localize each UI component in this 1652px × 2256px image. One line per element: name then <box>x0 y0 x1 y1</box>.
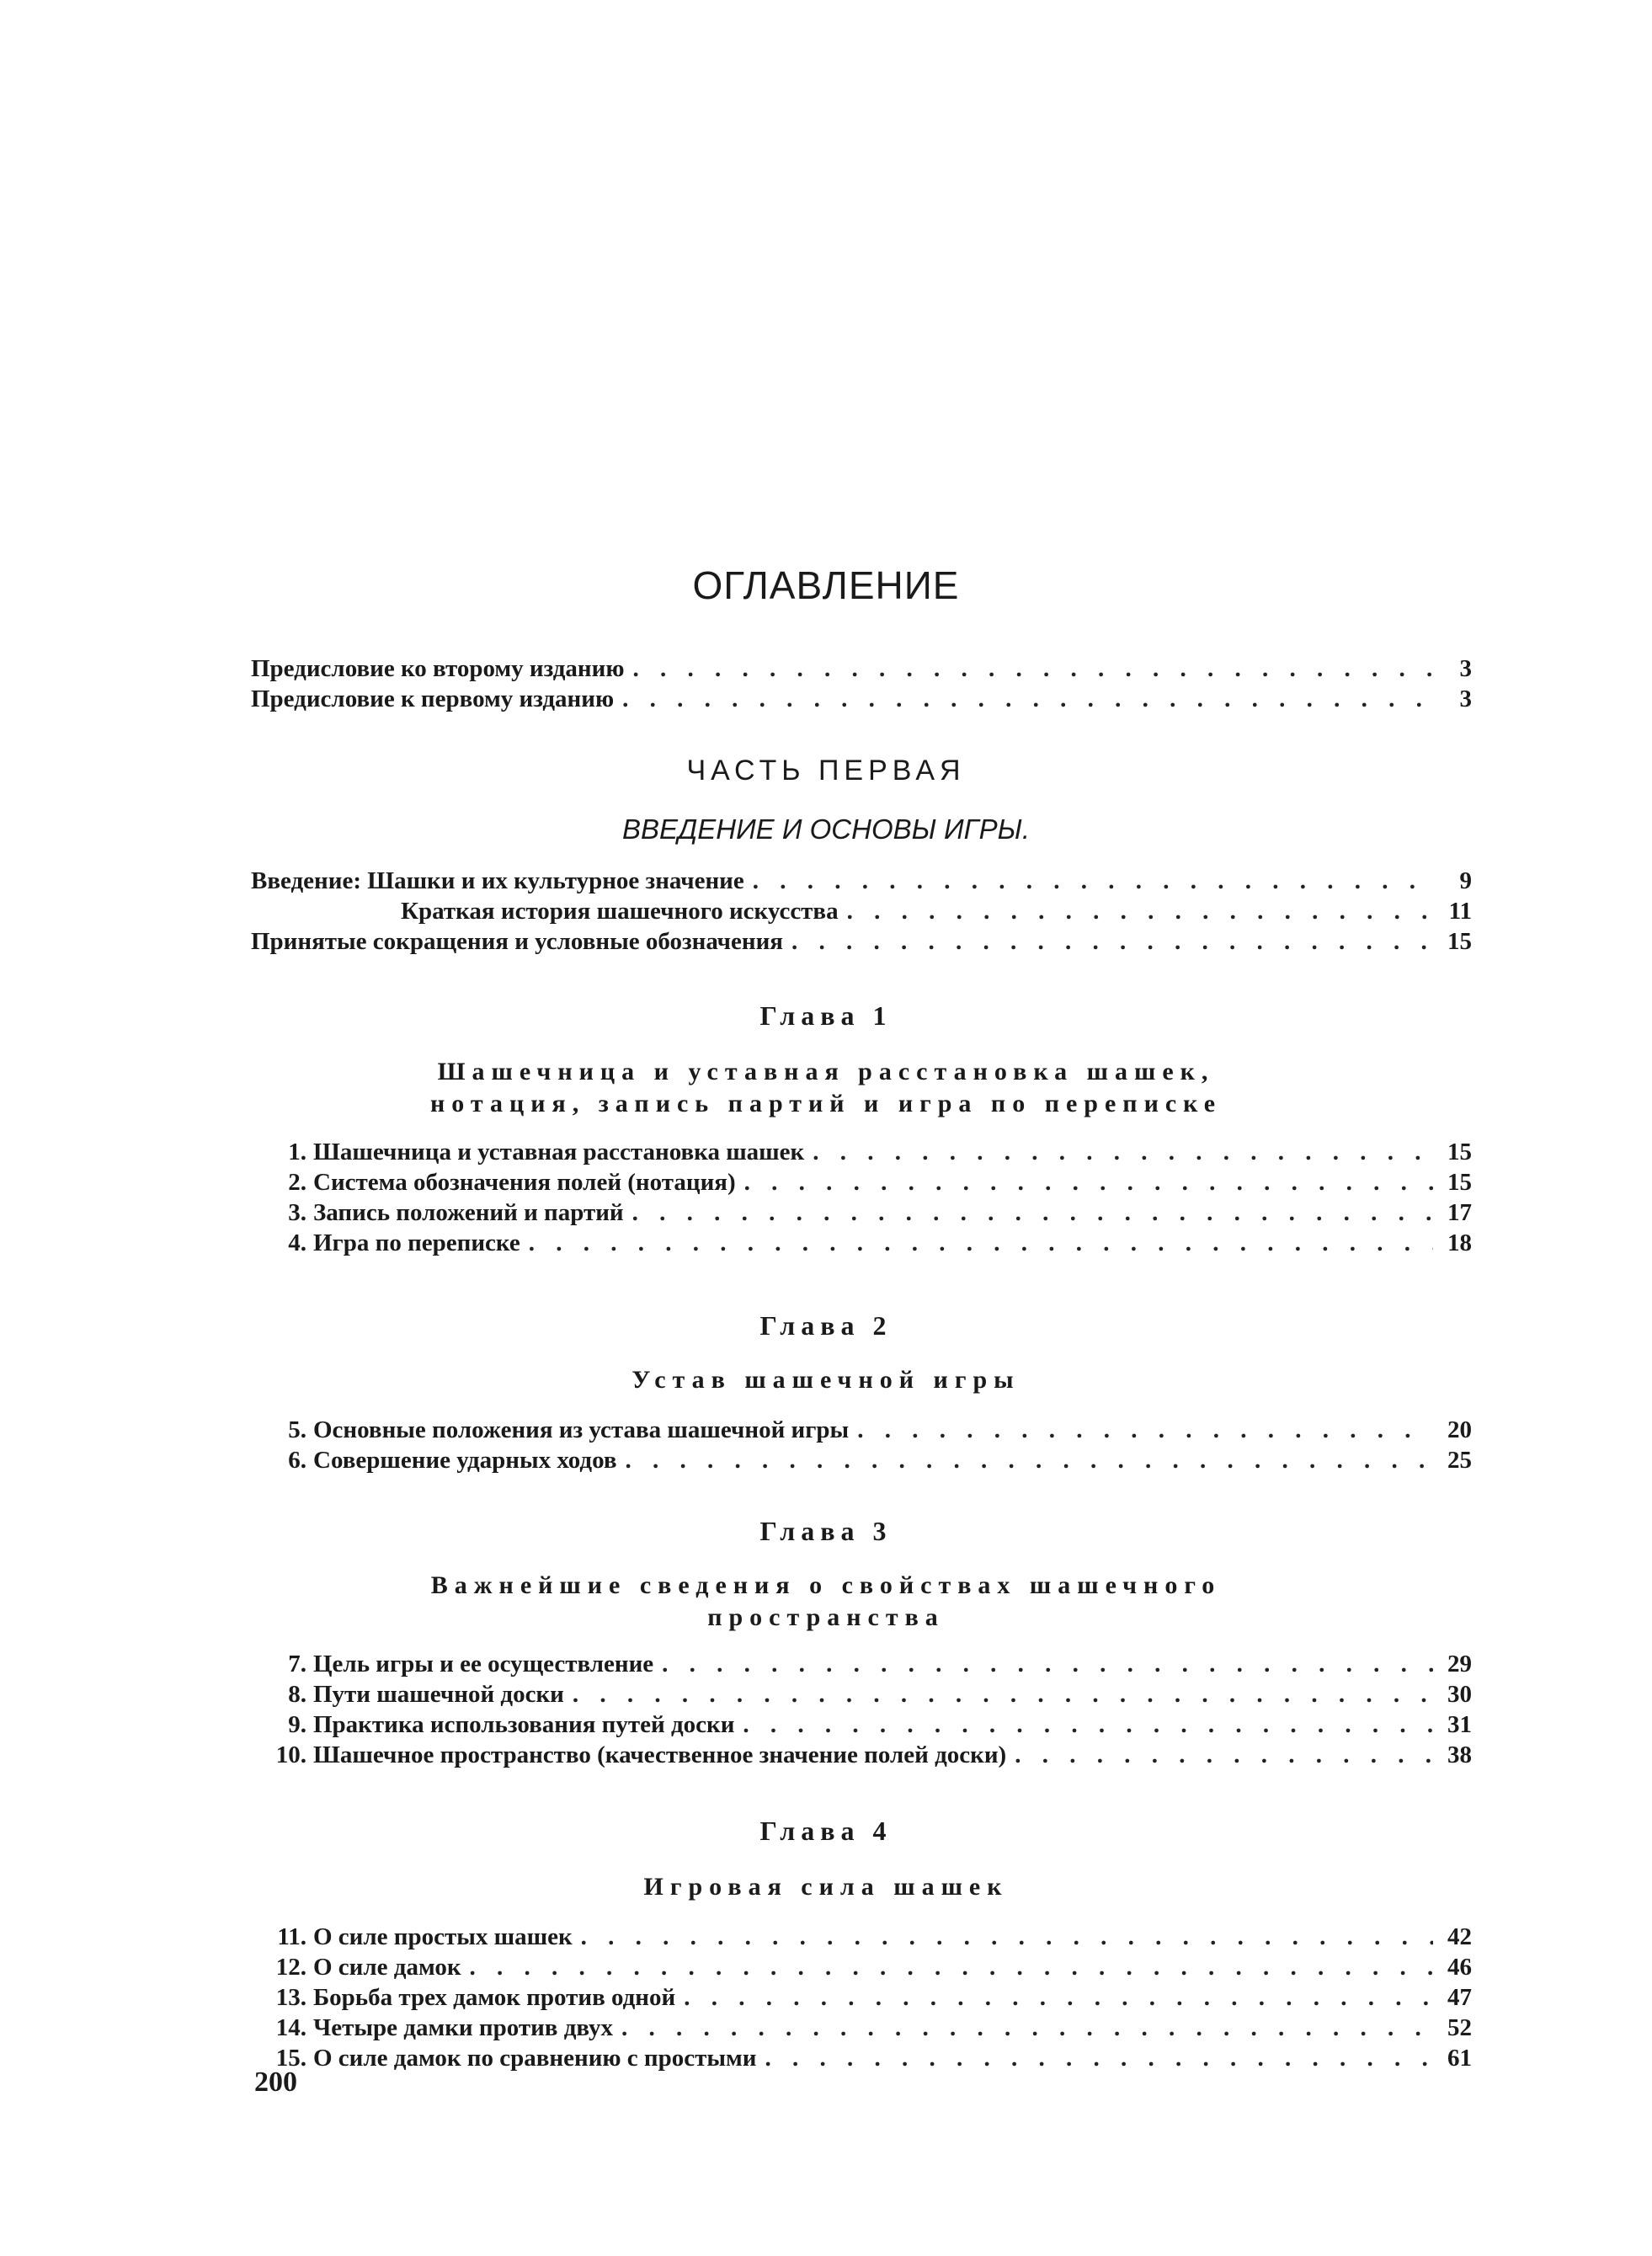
toc-entry-number: 9. <box>288 1711 306 1738</box>
toc-entry <box>251 1679 1472 1709</box>
toc-entry-text: Цель игры и ее осуществление <box>313 1651 654 1677</box>
toc-entry-page: 61 <box>1447 2045 1472 2072</box>
toc-entry-number: 7. <box>288 1651 306 1677</box>
toc-entry-page: 25 <box>1447 1447 1472 1474</box>
toc-entry-text: Предисловие ко второму изданию <box>251 655 625 682</box>
toc-entry-text: Система обозначения полей (нотация) <box>313 1169 736 1196</box>
chapter-title <box>0 1570 1652 1634</box>
toc-entry-number: 10. <box>275 1741 306 1768</box>
part-subtitle: ВВЕДЕНИЕ И ОСНОВЫ ИГРЫ. <box>621 813 1031 845</box>
leader-dots <box>653 1649 1433 1679</box>
toc-entry-text: Практика использования путей доски <box>313 1711 735 1738</box>
toc-entry-number: 14. <box>275 2014 306 2041</box>
toc-entry <box>251 1982 1472 2013</box>
toc-entry-page: 9 <box>1459 867 1472 894</box>
toc-entry-text: Принятые сокращения и условные обозначения <box>251 928 783 955</box>
toc-entry-page: 29 <box>1447 1651 1472 1677</box>
toc-entry <box>251 1740 1472 1770</box>
toc-entry-page: 3 <box>1459 655 1472 682</box>
toc-entry-number: 11. <box>277 1923 306 1950</box>
chapter-entries <box>251 1922 1472 2073</box>
toc-entry-text: Борьба трех дамок против одной <box>313 1984 676 2011</box>
toc-entry <box>251 1445 1472 1475</box>
toc-entry-page: 31 <box>1447 1711 1472 1738</box>
leader-dots <box>783 926 1433 957</box>
toc-entry-number: 13. <box>275 1984 306 2011</box>
toc-entry-text: Пути шашечной доски <box>313 1681 564 1708</box>
leader-dots <box>461 1952 1433 1982</box>
toc-entry-text: Краткая история шашечного искусства <box>401 898 839 925</box>
toc-entry-text: Запись положений и партий <box>313 1199 624 1226</box>
toc-entry-page: 11 <box>1448 898 1472 925</box>
toc-entry <box>251 1415 1472 1445</box>
leader-dots <box>625 653 1433 684</box>
toc-entry-text: Совершение ударных ходов <box>313 1447 617 1474</box>
toc-entry <box>251 1228 1472 1258</box>
chapter-label: Глава 1 <box>759 1000 893 1031</box>
toc-entry-page: 15 <box>1447 1169 1472 1196</box>
toc-entry-page: 18 <box>1447 1229 1472 1256</box>
toc-entry <box>251 684 1472 714</box>
toc-entry-page: 15 <box>1447 1139 1472 1165</box>
leader-dots <box>839 896 1433 926</box>
toc-entry-page: 20 <box>1447 1416 1472 1443</box>
leader-dots <box>675 1982 1433 2013</box>
chapter-title-line: Устав шашечной игры <box>631 1366 1021 1394</box>
leader-dots <box>804 1137 1433 1167</box>
toc-entry-text: Шашечное пространство (качественное значение полей доски) <box>313 1741 1007 1768</box>
chapter-title-line: пространства <box>707 1603 945 1631</box>
toc-entry <box>251 1137 1472 1167</box>
toc-entry-page: 46 <box>1447 1954 1472 1981</box>
toc-entry-text: О силе простых шашек <box>313 1923 573 1950</box>
toc-entry-page: 15 <box>1447 928 1472 955</box>
toc-entry-number: 12. <box>275 1954 306 1981</box>
toc-entry-number: 15. <box>275 2045 306 2072</box>
toc-entry-page: 38 <box>1447 1741 1472 1768</box>
toc-entry <box>251 896 1472 926</box>
leader-dots <box>617 1445 1433 1475</box>
page-number: 200 <box>254 2067 297 2098</box>
toc-entry <box>251 1649 1472 1679</box>
chapter-entries <box>251 1137 1472 1258</box>
toc-entry-text: Шашечница и уставная расстановка шашек <box>313 1139 805 1165</box>
toc-entry-page: 30 <box>1447 1681 1472 1708</box>
toc-entry-text: Предисловие к первому изданию <box>251 685 615 712</box>
leader-dots <box>757 2043 1434 2073</box>
toc-entry-page: 17 <box>1447 1199 1472 1226</box>
chapter-title-line: нотация, запись партий и игра по переписке <box>429 1090 1223 1117</box>
toc-entry <box>251 1167 1472 1197</box>
preface-list <box>251 653 1472 714</box>
toc-entry <box>251 866 1472 896</box>
toc-entry <box>251 1197 1472 1228</box>
chapter-entries <box>251 1415 1472 1475</box>
leader-dots <box>624 1197 1433 1228</box>
toc-entry <box>251 1709 1472 1740</box>
chapter-label: Глава 4 <box>759 1816 893 1846</box>
toc-entry-text: Четыре дамки против двух <box>313 2014 614 2041</box>
part-label: ЧАСТЬ ПЕРВАЯ <box>686 755 966 787</box>
chapter-title <box>0 1871 1652 1903</box>
leader-dots <box>1006 1740 1433 1770</box>
toc-entry <box>251 1922 1472 1952</box>
toc-entry-page: 42 <box>1447 1923 1472 1950</box>
chapter-label: Глава 2 <box>759 1310 893 1341</box>
leader-dots <box>849 1415 1433 1445</box>
toc-entry-number: 5. <box>288 1416 306 1443</box>
chapter-entries <box>251 1649 1472 1770</box>
toc-entry-number: 4. <box>288 1229 306 1256</box>
toc-entry-page: 3 <box>1459 685 1472 712</box>
toc-entry-page: 52 <box>1447 2014 1472 2041</box>
leader-dots <box>520 1228 1433 1258</box>
toc-entry-page: 47 <box>1447 1984 1472 2011</box>
chapter-title <box>0 1364 1652 1396</box>
leader-dots <box>736 1167 1433 1197</box>
toc-entry-number: 8. <box>288 1681 306 1708</box>
page-title: ОГЛАВЛЕНИЕ <box>692 563 960 607</box>
leader-dots <box>734 1709 1433 1740</box>
leader-dots <box>744 866 1433 896</box>
chapter-title <box>0 1056 1652 1120</box>
toc-entry-text: Введение: Шашки и их культурное значение <box>251 867 744 894</box>
toc-entry-text: Основные положения из устава шашечной игры <box>313 1416 850 1443</box>
leader-dots <box>573 1922 1433 1952</box>
chapter-title-line: Важнейшие сведения о свойствах шашечного <box>430 1571 1222 1599</box>
toc-entry <box>251 926 1472 957</box>
chapter-title-line: Игровая сила шашек <box>643 1873 1009 1901</box>
toc-entry-text: О силе дамок <box>313 1954 461 1981</box>
toc-entry <box>251 1952 1472 1982</box>
leader-dots <box>564 1679 1433 1709</box>
toc-entry <box>251 2013 1472 2043</box>
leader-dots <box>614 684 1433 714</box>
chapter-label: Глава 3 <box>759 1516 893 1546</box>
toc-entry-number: 3. <box>288 1199 306 1226</box>
toc-entry-number: 1. <box>288 1139 306 1165</box>
toc-entry <box>251 653 1472 684</box>
toc-entry-text: Игра по переписке <box>313 1229 520 1256</box>
intro-list <box>251 866 1472 957</box>
toc-entry-number: 2. <box>288 1169 306 1196</box>
toc-entry-text: О силе дамок по сравнению с простыми <box>313 2045 757 2072</box>
toc-entry-number: 6. <box>288 1447 306 1474</box>
toc-entry <box>251 2043 1472 2073</box>
leader-dots <box>613 2013 1433 2043</box>
chapter-title-line: Шашечница и уставная расстановка шашек, <box>437 1058 1215 1085</box>
